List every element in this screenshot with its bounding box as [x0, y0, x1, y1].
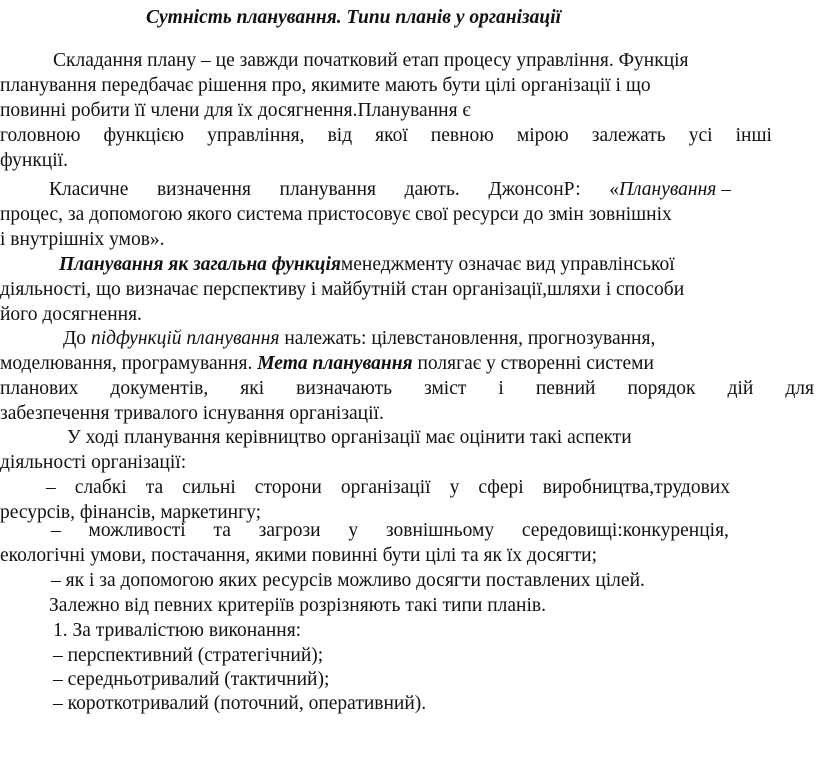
p4-line-3 [0, 377, 814, 401]
italic-term: підфункцій планування [90, 328, 280, 349]
word: ДжонсонР: [488, 179, 581, 200]
word: визначення [156, 179, 251, 200]
word: зміст [424, 378, 467, 399]
word: які [240, 378, 265, 399]
word: загрози [258, 520, 321, 541]
word: середовищі:конкуренція, [521, 520, 729, 541]
word: певний [535, 378, 596, 399]
page-title: Сутність планування. Типи планів у організації [146, 7, 562, 28]
italic-term: Планування [618, 179, 717, 200]
word: і [498, 378, 504, 399]
p1-line-2: планування передбачає рішення про, якимите мають бути цілі організації і що [0, 75, 651, 96]
p1-line-3: повинні робити її члени для їх досягнення.Планування є [0, 100, 471, 121]
word: виробництва,трудових [542, 477, 730, 498]
dash: – [46, 477, 56, 498]
word: слабкі [74, 477, 127, 498]
word: залежать [591, 125, 666, 146]
p1-line-5: функції. [0, 150, 68, 171]
word: планування [279, 179, 376, 200]
p3-line-3: його досягнення. [0, 304, 142, 325]
word: інші [735, 125, 772, 146]
p4-line-4: забезпечення тривалого існування організації. [0, 403, 384, 424]
p6-line-2: 1. За тривалістюю виконання: [53, 620, 302, 641]
bold-term: Планування як загальна функція [59, 254, 341, 275]
p1-line-1: Складання плану – це завжди початковий етап процесу управління. Функція [53, 50, 689, 71]
word: порядок [627, 378, 696, 399]
word: сильні [182, 477, 236, 498]
p5-bullet-2-line-2: екологічні умови, постачання, якими повинні бути цілі та як їх досягти; [0, 545, 598, 566]
word: у [348, 520, 359, 541]
word: зовнішньому [385, 520, 495, 541]
p2-line-3: і внутрішніх умов». [0, 229, 165, 250]
word: головною [0, 125, 81, 146]
word: та [213, 520, 231, 541]
p3-line-2: діяльності, що визначає перспективу і майбутній стан організації,шляхи і способи [0, 279, 685, 300]
p5-bullet-2-line-1 [51, 519, 729, 543]
word: Класичне [49, 179, 129, 200]
word: сфері [478, 477, 524, 498]
word: у [449, 477, 460, 498]
word: усі [688, 125, 713, 146]
word: дають. [404, 179, 460, 200]
p2-line-1 [49, 178, 731, 202]
word: для [785, 378, 814, 399]
word: мірою [516, 125, 569, 146]
word: управління, [207, 125, 305, 146]
word: планових [0, 378, 79, 399]
word: якої [375, 125, 408, 146]
dash: – [51, 520, 61, 541]
p6-line-1: Залежно від певних критеріїв розрізняють такі типи планів. [49, 595, 546, 616]
word: можливості [88, 520, 186, 541]
quote-group: «Планування – [609, 179, 731, 200]
p1-line-4 [0, 124, 772, 148]
p2-line-2: процес, за допомогою якого система пристосовує свої ресурси до змін зовнішніх [0, 204, 672, 225]
word: дій [727, 378, 754, 399]
p5-bullet-3: – як і за допомогою яких ресурсів можливо досягти поставлених цілей. [51, 570, 645, 591]
word: функцією [103, 125, 185, 146]
word: та [145, 477, 164, 498]
p5-line-1: У ході планування керівництво організації має оцінити такі аспекти [67, 427, 632, 448]
p6-line-4: – середньотривалий (тактичний); [53, 669, 330, 690]
p5-bullet-1-line-2: ресурсів, фінансів, маркетингу; [0, 502, 261, 523]
word: певною [430, 125, 494, 146]
p5-line-2: діяльності організації: [0, 452, 187, 473]
word: організації [340, 477, 431, 498]
p6-line-3: – перспективний (стратегічний); [53, 645, 324, 666]
p3-line-1: Планування як загальна функціяменеджменту означає вид управлінської [59, 254, 675, 275]
word: від [327, 125, 353, 146]
word: документів, [110, 378, 209, 399]
p6-line-5: – короткотривалий (поточний, оперативний). [53, 693, 427, 714]
p4-line-1: До підфункцій планування належать: цілевстановлення, прогнозування, [63, 328, 656, 349]
p5-bullet-1-line-1 [46, 476, 730, 500]
word: сторони [254, 477, 322, 498]
word: визначають [296, 378, 392, 399]
bold-term: Мета планування [257, 353, 413, 374]
p4-line-2: моделювання, програмування. Мета планування полягає у створенні системи [0, 353, 654, 374]
